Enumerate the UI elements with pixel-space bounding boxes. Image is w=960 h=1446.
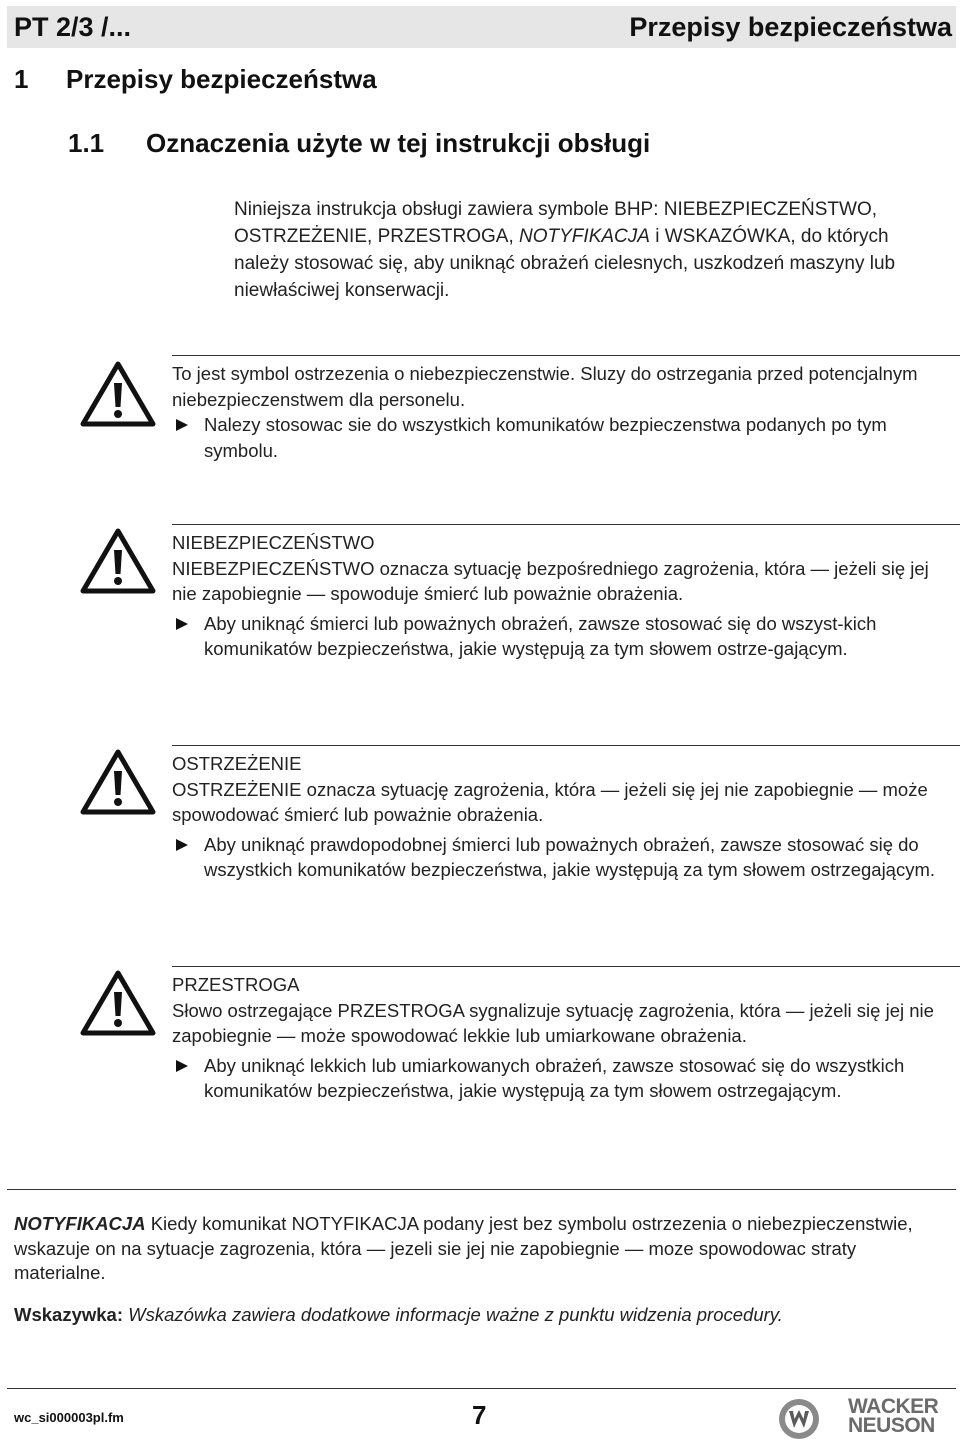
warning-triangle-icon [80, 361, 156, 427]
divider [172, 745, 960, 746]
notice-label: NOTYFIKACJA [14, 1213, 146, 1234]
block-body: NIEBEZPIECZEŃSTWO oznacza sytuację bezpośredniego zagrożenia, która — jeżeli się jej nie zapobiegnie — spowoduje śmierć lub poważnie obrażenia. [172, 557, 929, 604]
block-bullet-text: Aby uniknąć śmierci lub poważnych obrażeń, zawsze stosować się do wszyst-kich komunikatów bezpieczeństwa, jakie występują za tym słowem ostrze-gającym. [204, 612, 877, 659]
footer-divider [7, 1388, 956, 1389]
subsection-number: 1.1 [68, 128, 105, 158]
intro-paragraph [234, 196, 946, 304]
block-title: NIEBEZPIECZEŃSTWO [172, 532, 375, 553]
block-body: Słowo ostrzegające PRZESTROGA sygnalizuje sytuację zagrożenia, która — jeżeli się jej nie zapobiegnie — może spowodować lekkie lub umiarkowane obrażenia. [172, 999, 934, 1046]
document-id: PT 2/3 /... [14, 12, 132, 42]
brand-logo-text [848, 1397, 956, 1435]
warning-triangle-icon [80, 749, 156, 815]
section-heading [14, 64, 377, 95]
tip-text: Wskazówka zawiera dodatkowe informacje ważne z punktu widzenia procedury. [123, 1304, 783, 1325]
subsection-title: Oznaczenia użyte w tej instrukcji obsługi [146, 128, 651, 158]
block-text [172, 361, 952, 463]
bullet-arrow-icon [176, 839, 188, 851]
divider [172, 524, 960, 525]
block-bullet-text: Nalezy stosowac sie do wszystkich komunikatów bezpieczenstwa podanych po tym symbolu. [204, 414, 887, 461]
block-text [172, 751, 952, 883]
bullet-arrow-icon [176, 419, 188, 431]
intro-text-part1: Niniejsza instrukcja obsługi zawiera symbole BHP: NIEBEZPIECZEŃSTWO, OSTRZEŻENIE, PRZESTROGA, [234, 199, 878, 247]
divider [172, 966, 960, 967]
notice-paragraph [14, 1212, 944, 1286]
logo-line-1: WACKER [848, 1395, 939, 1418]
block-bullet [172, 1053, 952, 1104]
block-text [172, 972, 952, 1104]
footer-filename: wc_si000003pl.fm [14, 1410, 124, 1425]
block-bullet [172, 832, 952, 883]
bullet-arrow-icon [176, 1060, 188, 1072]
tip-paragraph [14, 1303, 944, 1327]
warning-triangle-icon [80, 970, 156, 1036]
intro-text-part2: i WSKAZÓWKA, do których należy stosować się, aby uniknąć obrażeń cielesnych, uszkodzeń maszyny lub niewłaściwej konserwacji. [234, 226, 896, 301]
wacker-neuson-logo-icon [777, 1397, 821, 1441]
divider [172, 355, 960, 356]
block-bullet [172, 412, 952, 463]
warning-triangle-icon [80, 528, 156, 594]
divider [7, 1189, 956, 1190]
block-body: OSTRZEŻENIE oznacza sytuację zagrożenia, która — jeżeli się jej nie zapobiegnie — może spowodować śmierć lub poważnie obrażenia. [172, 778, 928, 825]
logo-line-2: NEUSON [848, 1414, 935, 1437]
bullet-arrow-icon [176, 618, 188, 630]
tip-label: Wskazywka: [14, 1304, 123, 1325]
subsection-heading [68, 128, 650, 159]
section-title: Przepisy bezpieczeństwa [66, 64, 377, 94]
block-bullet [172, 611, 952, 662]
intro-text-italic: NOTYFIKACJA [519, 226, 650, 247]
block-bullet-text: Aby uniknąć prawdopodobnej śmierci lub poważnych obrażeń, zawsze stosować się do wszystkich komunikatów bezpieczeństwa, jakie występują za tym słowem ostrzegającym. [204, 833, 936, 880]
block-title: OSTRZEŻENIE [172, 753, 302, 774]
page-number: 7 [472, 1400, 487, 1430]
header-title: Przepisy bezpieczeństwa [629, 12, 952, 42]
section-number: 1 [14, 64, 29, 94]
block-title: PRZESTROGA [172, 974, 300, 995]
block-bullet-text: Aby uniknąć lekkich lub umiarkowanych obrażeń, zawsze stosować się do wszystkich komunikatów bezpieczeństwa, jakie występują za tym słowem ostrzegającym. [204, 1054, 905, 1101]
block-text [172, 530, 952, 662]
notice-text: Kiedy komunikat NOTYFIKACJA podany jest bez symbolu ostrzezenia o niebezpieczenstwie, wskazuje on na sytuacje zagrozenia, która — jezeli sie jej nie zapobiegnie — moze spowodowac straty materialne. [14, 1213, 913, 1283]
block-body: To jest symbol ostrzezenia o niebezpieczenstwie. Sluzy do ostrzegania przed potencjalnym niebezpieczenstwem dla personelu. [172, 363, 918, 410]
